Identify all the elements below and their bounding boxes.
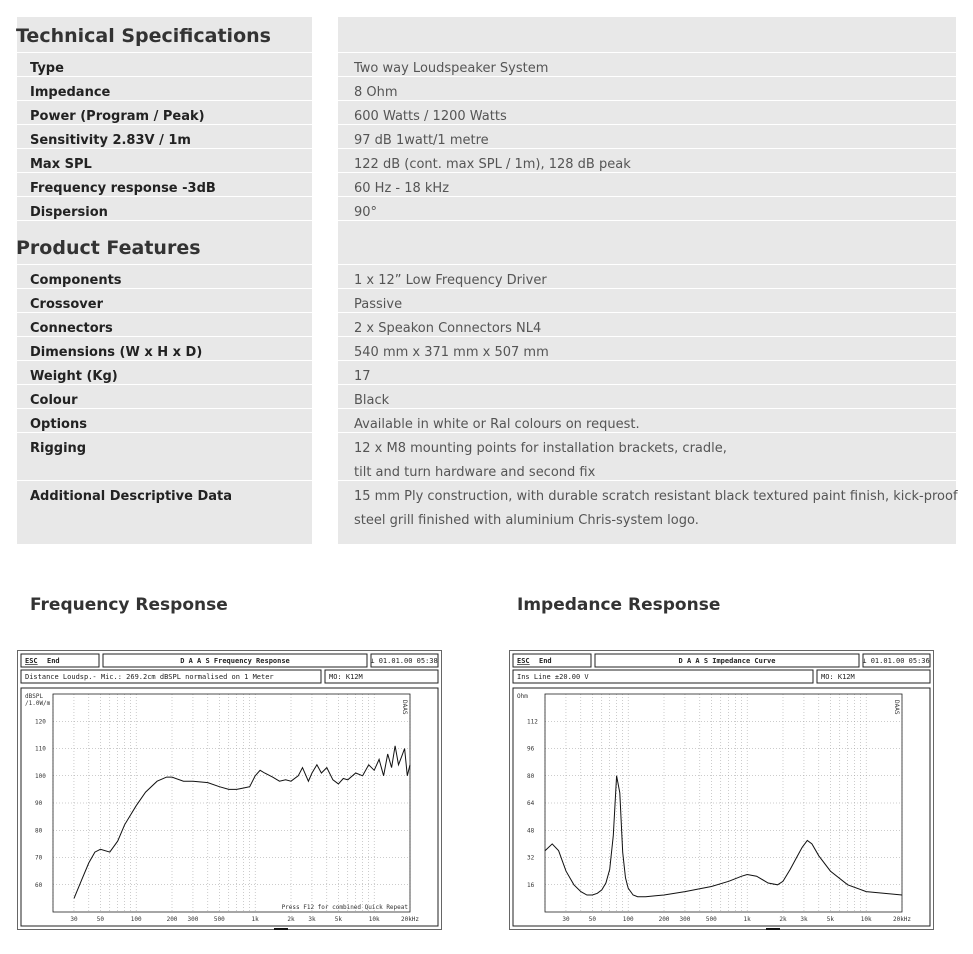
- row-divider: [338, 52, 956, 53]
- y-tick-label: 120: [35, 718, 46, 726]
- spec-value: Available in white or Ral colours on request.: [354, 417, 640, 432]
- spec-label: Crossover: [30, 297, 103, 312]
- x-tick-label: 100: [130, 916, 142, 923]
- frequency-response-chart: [17, 650, 442, 930]
- x-tick-label: 10k: [368, 916, 380, 923]
- row-divider: [17, 124, 312, 125]
- chart-frame: [18, 651, 442, 930]
- frequency-response-title: Frequency Response: [30, 595, 228, 615]
- spec-value: Passive: [354, 297, 403, 312]
- x-tick-label: 500: [705, 916, 717, 923]
- spec-label: Connectors: [30, 321, 113, 336]
- y-tick-label: 80: [527, 772, 535, 780]
- spec-label: Impedance: [30, 85, 111, 100]
- row-divider: [338, 196, 956, 197]
- row-divider: [338, 100, 956, 101]
- x-tick-label: 20kHz: [400, 916, 420, 923]
- x-tick-label: 300: [187, 916, 199, 923]
- header-date: ⊥ 01.01.00 05:38: [370, 657, 438, 665]
- header-model: MO: K12M: [329, 673, 363, 681]
- spec-section-heading: Product Features: [16, 237, 201, 259]
- spec-label: Weight (Kg): [30, 369, 118, 384]
- spec-label: Type: [30, 61, 64, 76]
- y-tick-label: 64: [527, 800, 535, 807]
- row-divider: [17, 312, 312, 313]
- impedance-response-chart: [509, 650, 934, 930]
- spec-label: Max SPL: [30, 157, 92, 172]
- x-tick-label: 2k: [287, 916, 295, 923]
- y-tick-label: 112: [527, 718, 538, 726]
- row-divider: [338, 264, 956, 265]
- x-tick-label: 50: [588, 916, 596, 923]
- x-tick-label: 200: [166, 916, 178, 923]
- x-tick-label: 100: [622, 916, 634, 923]
- x-tick-label: 500: [213, 916, 225, 923]
- spec-value: 15 mm Ply construction, with durable scratch resistant black textured paint finish, kick-proof: [354, 489, 958, 504]
- x-tick-label: 300: [679, 916, 691, 923]
- spec-value: Two way Loudspeaker System: [354, 61, 549, 76]
- chart-frame: [510, 651, 934, 930]
- spec-label: Frequency response -3dB: [30, 181, 216, 196]
- row-divider: [17, 480, 312, 481]
- row-divider: [338, 76, 956, 77]
- row-divider: [17, 264, 312, 265]
- watermark: DAAS: [401, 700, 408, 715]
- y-tick-label: 60: [35, 881, 43, 889]
- spec-label: Colour: [30, 393, 78, 408]
- row-divider: [338, 220, 956, 221]
- header-end-label: End: [539, 657, 552, 665]
- x-tick-label: 3k: [800, 916, 808, 923]
- spec-value: 600 Watts / 1200 Watts: [354, 109, 507, 124]
- spec-value-continued: steel grill finished with aluminium Chris-system logo.: [354, 513, 699, 528]
- spec-label: Additional Descriptive Data: [30, 489, 233, 504]
- header-title: D A A S Impedance Curve: [678, 657, 776, 665]
- x-tick-label: 5k: [826, 916, 834, 923]
- spec-section-heading: Technical Specifications: [16, 25, 271, 47]
- y-axis-label: /1.0W/m: [25, 700, 51, 707]
- y-tick-label: 96: [527, 745, 535, 753]
- header-info: Distance Loudsp.- Mic.: 269.2cm dBSPL normalised on 1 Meter: [25, 673, 274, 681]
- header-date: ⊥ 01.01.00 05:36: [862, 657, 930, 665]
- row-divider: [17, 288, 312, 289]
- y-tick-label: 32: [527, 854, 535, 862]
- row-divider: [17, 52, 312, 53]
- y-tick-label: 16: [527, 881, 535, 889]
- header-model: MO: K12M: [821, 673, 855, 681]
- spec-value: 540 mm x 371 mm x 507 mm: [354, 345, 549, 360]
- y-tick-label: 100: [35, 772, 46, 780]
- x-tick-label: 1k: [251, 916, 259, 923]
- spec-label: Power (Program / Peak): [30, 109, 205, 124]
- header-esc-label: ESC: [25, 657, 38, 665]
- footer-hint: Press F12 for combined Quick Repeat: [281, 904, 408, 911]
- scroll-indicator: [766, 928, 780, 930]
- row-divider: [338, 312, 956, 313]
- spec-value: 12 x M8 mounting points for installation brackets, cradle,: [354, 441, 727, 456]
- spec-value-continued: tilt and turn hardware and second fix: [354, 465, 596, 480]
- row-divider: [17, 148, 312, 149]
- spec-label: Dispersion: [30, 205, 108, 220]
- y-tick-label: 48: [527, 827, 535, 835]
- row-divider: [338, 480, 956, 481]
- y-tick-label: 70: [35, 854, 43, 862]
- header-info: Ins Line ±20.00 V: [517, 673, 589, 681]
- x-tick-label: 3k: [308, 916, 316, 923]
- x-tick-label: 1k: [743, 916, 751, 923]
- x-tick-label: 30: [562, 916, 570, 923]
- spec-value: 60 Hz - 18 kHz: [354, 181, 450, 196]
- x-tick-label: 200: [658, 916, 670, 923]
- x-tick-label: 30: [70, 916, 78, 923]
- spec-value: 17: [354, 369, 371, 384]
- row-divider: [17, 76, 312, 77]
- x-tick-label: 20kHz: [892, 916, 912, 923]
- row-divider: [17, 100, 312, 101]
- spec-value: 2 x Speakon Connectors NL4: [354, 321, 542, 336]
- x-tick-label: 2k: [779, 916, 787, 923]
- row-divider: [338, 288, 956, 289]
- row-divider: [338, 408, 956, 409]
- row-divider: [17, 408, 312, 409]
- x-tick-label: 50: [96, 916, 104, 923]
- spec-value: 97 dB 1watt/1 metre: [354, 133, 489, 148]
- spec-value: 122 dB (cont. max SPL / 1m), 128 dB peak: [354, 157, 631, 172]
- row-divider: [338, 336, 956, 337]
- row-divider: [17, 196, 312, 197]
- row-divider: [338, 432, 956, 433]
- header-esc-label: ESC: [517, 657, 530, 665]
- y-axis-label: dBSPL: [25, 693, 44, 700]
- spec-label: Sensitivity 2.83V / 1m: [30, 133, 191, 148]
- header-end-label: End: [47, 657, 60, 665]
- header-title: D A A S Frequency Response: [180, 657, 290, 665]
- y-tick-label: 80: [35, 827, 43, 835]
- row-divider: [17, 172, 312, 173]
- spec-value: Black: [354, 393, 390, 408]
- row-divider: [17, 336, 312, 337]
- spec-label: Components: [30, 273, 122, 288]
- row-divider: [17, 360, 312, 361]
- x-tick-label: 5k: [334, 916, 342, 923]
- spec-value: 8 Ohm: [354, 85, 398, 100]
- row-divider: [338, 148, 956, 149]
- spec-value: 1 x 12” Low Frequency Driver: [354, 273, 547, 288]
- y-tick-label: 90: [35, 800, 43, 807]
- impedance-response-title: Impedance Response: [517, 595, 721, 615]
- x-tick-label: 10k: [860, 916, 872, 923]
- spec-label: Rigging: [30, 441, 87, 456]
- spec-label: Options: [30, 417, 87, 432]
- row-divider: [17, 220, 312, 221]
- row-divider: [17, 384, 312, 385]
- row-divider: [338, 172, 956, 173]
- y-tick-label: 110: [35, 745, 46, 753]
- watermark: DAAS: [893, 700, 900, 715]
- spec-value: 90°: [354, 205, 378, 220]
- row-divider: [17, 432, 312, 433]
- row-divider: [338, 384, 956, 385]
- scroll-indicator: [274, 928, 288, 930]
- row-divider: [338, 124, 956, 125]
- y-axis-label: Ohm: [517, 693, 528, 700]
- row-divider: [338, 360, 956, 361]
- spec-label: Dimensions (W x H x D): [30, 345, 203, 360]
